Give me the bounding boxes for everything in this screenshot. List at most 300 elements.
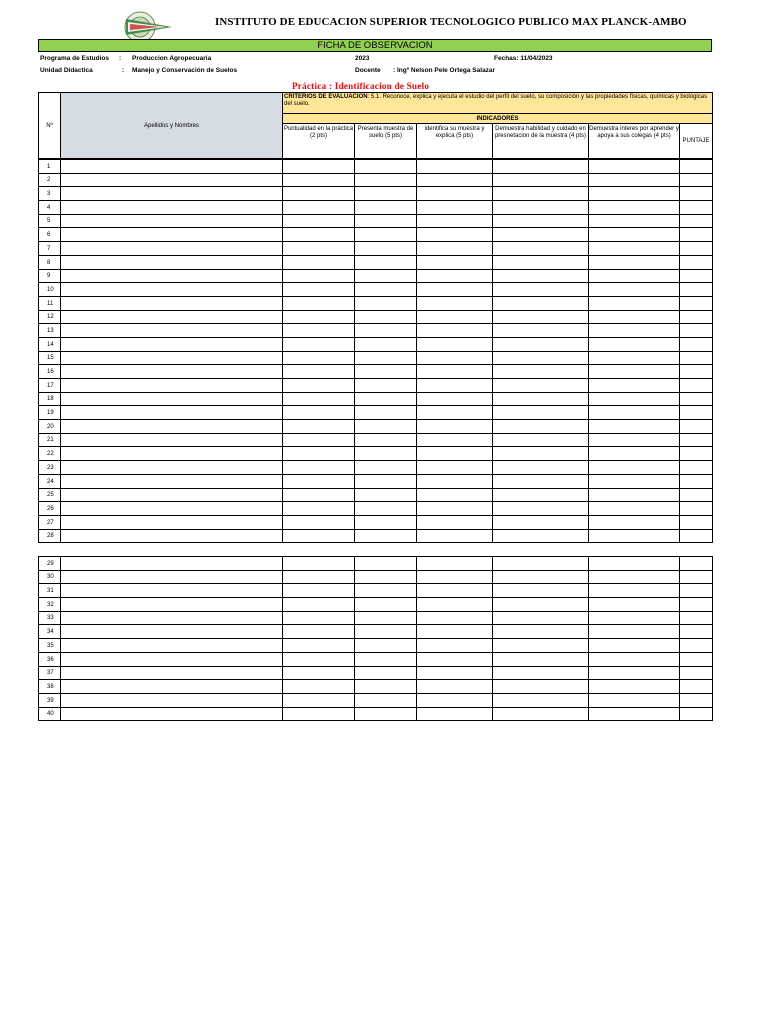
criterion-cell[interactable] <box>355 310 417 324</box>
criterion-cell[interactable] <box>355 625 417 639</box>
criterion-cell[interactable] <box>417 488 493 502</box>
name-cell[interactable] <box>61 529 283 543</box>
criterion-cell[interactable] <box>589 447 680 461</box>
puntaje-cell[interactable] <box>680 310 713 324</box>
name-cell[interactable] <box>61 269 283 283</box>
criterion-cell[interactable] <box>589 160 680 174</box>
puntaje-cell[interactable] <box>680 639 713 653</box>
name-cell[interactable] <box>61 680 283 694</box>
criterion-cell[interactable] <box>355 351 417 365</box>
criterion-cell[interactable] <box>355 187 417 201</box>
puntaje-cell[interactable] <box>680 173 713 187</box>
criterion-cell[interactable] <box>417 337 493 351</box>
table-row <box>39 173 713 187</box>
criterion-cell[interactable] <box>493 666 589 680</box>
name-cell[interactable] <box>61 379 283 393</box>
criterion-cell[interactable] <box>589 598 680 612</box>
criterion-cell[interactable] <box>283 652 355 666</box>
criterion-cell[interactable] <box>417 693 493 707</box>
criterion-cell[interactable] <box>589 420 680 434</box>
name-cell[interactable] <box>61 557 283 571</box>
criterion-cell[interactable] <box>589 488 680 502</box>
criterion-cell[interactable] <box>493 324 589 338</box>
criterion-cell[interactable] <box>589 529 680 543</box>
name-cell[interactable] <box>61 584 283 598</box>
criterion-cell[interactable] <box>493 707 589 721</box>
puntaje-cell[interactable] <box>680 529 713 543</box>
criterion-cell[interactable] <box>355 529 417 543</box>
criterion-cell[interactable] <box>283 461 355 475</box>
criterion-cell[interactable] <box>493 283 589 297</box>
criterion-cell[interactable] <box>589 433 680 447</box>
name-cell[interactable] <box>61 187 283 201</box>
criterion-cell[interactable] <box>355 324 417 338</box>
criterion-cell[interactable] <box>493 406 589 420</box>
criterion-cell[interactable] <box>283 406 355 420</box>
puntaje-cell[interactable] <box>680 269 713 283</box>
puntaje-cell[interactable] <box>680 611 713 625</box>
criterion-cell[interactable] <box>493 502 589 516</box>
name-cell[interactable] <box>61 392 283 406</box>
criterion-cell[interactable] <box>493 584 589 598</box>
criterion-cell[interactable] <box>493 652 589 666</box>
criterion-cell[interactable] <box>355 680 417 694</box>
puntaje-cell[interactable] <box>680 242 713 256</box>
name-cell[interactable] <box>61 420 283 434</box>
name-cell[interactable] <box>61 228 283 242</box>
table-row <box>39 310 713 324</box>
puntaje-cell[interactable] <box>680 625 713 639</box>
criterion-cell[interactable] <box>355 242 417 256</box>
criterion-cell[interactable] <box>283 420 355 434</box>
criterion-cell[interactable] <box>417 625 493 639</box>
name-cell[interactable] <box>61 310 283 324</box>
criterion-cell[interactable] <box>283 515 355 529</box>
puntaje-cell[interactable] <box>680 324 713 338</box>
criterion-cell[interactable] <box>417 570 493 584</box>
criterion-cell[interactable] <box>589 693 680 707</box>
criterion-cell[interactable] <box>417 296 493 310</box>
criterion-cell[interactable] <box>493 255 589 269</box>
criterion-cell[interactable] <box>417 214 493 228</box>
puntaje-cell[interactable] <box>680 515 713 529</box>
name-cell[interactable] <box>61 488 283 502</box>
criterion-cell[interactable] <box>417 228 493 242</box>
criterion-cell[interactable] <box>493 160 589 174</box>
criterion-cell[interactable] <box>589 707 680 721</box>
name-cell[interactable] <box>61 214 283 228</box>
criterion-cell[interactable] <box>283 242 355 256</box>
criterion-cell[interactable] <box>493 598 589 612</box>
criterion-cell[interactable] <box>283 269 355 283</box>
table-row <box>39 228 713 242</box>
criterion-cell[interactable] <box>493 379 589 393</box>
criterion-cell[interactable] <box>417 310 493 324</box>
criterion-cell[interactable] <box>283 598 355 612</box>
criterion-cell[interactable] <box>493 310 589 324</box>
criterion-cell[interactable] <box>493 242 589 256</box>
criterion-cell[interactable] <box>355 707 417 721</box>
unidad-label: Unidad Didactica <box>40 67 93 74</box>
criterion-cell[interactable] <box>355 201 417 215</box>
criterion-cell[interactable] <box>283 488 355 502</box>
puntaje-cell[interactable] <box>680 365 713 379</box>
puntaje-cell[interactable] <box>680 598 713 612</box>
puntaje-header: PUNTAJE <box>680 124 713 159</box>
criterion-cell[interactable] <box>589 557 680 571</box>
criterion-cell[interactable] <box>589 406 680 420</box>
criterion-cell[interactable] <box>355 611 417 625</box>
criterion-cell[interactable] <box>283 625 355 639</box>
criterion-cell[interactable] <box>417 173 493 187</box>
criterion-cell[interactable] <box>493 433 589 447</box>
criterion-cell[interactable] <box>493 557 589 571</box>
criterion-cell[interactable] <box>589 337 680 351</box>
criterion-cell[interactable] <box>355 283 417 297</box>
criterion-cell[interactable] <box>589 242 680 256</box>
puntaje-cell[interactable] <box>680 351 713 365</box>
criterion-cell[interactable] <box>355 255 417 269</box>
criterion-cell[interactable] <box>355 365 417 379</box>
criterion-cell[interactable] <box>589 365 680 379</box>
name-cell[interactable] <box>61 283 283 297</box>
criterion-cell[interactable] <box>417 160 493 174</box>
table-row <box>39 283 713 297</box>
criterion-cell[interactable] <box>589 351 680 365</box>
criterion-cell[interactable] <box>493 392 589 406</box>
table-row <box>39 557 713 571</box>
criterion-cell[interactable] <box>417 652 493 666</box>
criterion-cell[interactable] <box>417 707 493 721</box>
criterion-cell[interactable] <box>283 557 355 571</box>
criterion-cell[interactable] <box>493 693 589 707</box>
criterion-cell[interactable] <box>283 160 355 174</box>
name-cell[interactable] <box>61 611 283 625</box>
table-row <box>39 570 713 584</box>
programa-label: Programa de Estudios <box>40 55 109 62</box>
puntaje-cell[interactable] <box>680 474 713 488</box>
criterion-cell[interactable] <box>493 365 589 379</box>
criterion-cell[interactable] <box>283 392 355 406</box>
puntaje-cell[interactable] <box>680 187 713 201</box>
criterion-cell[interactable] <box>589 173 680 187</box>
institute-title: INSTITUTO DE EDUCACION SUPERIOR TECNOLOGICO PUBLICO MAX PLANCK-AMBO <box>215 16 687 28</box>
criterion-cell[interactable] <box>493 611 589 625</box>
puntaje-cell[interactable] <box>680 693 713 707</box>
criterion-cell[interactable] <box>589 283 680 297</box>
name-cell[interactable] <box>61 474 283 488</box>
name-cell[interactable] <box>61 652 283 666</box>
criterion-cell[interactable] <box>355 474 417 488</box>
puntaje-cell[interactable] <box>680 228 713 242</box>
criterion-cell[interactable] <box>417 420 493 434</box>
puntaje-cell[interactable] <box>680 255 713 269</box>
name-cell[interactable] <box>61 201 283 215</box>
criterion-cell[interactable] <box>417 255 493 269</box>
puntaje-cell[interactable] <box>680 201 713 215</box>
criterion-cell[interactable] <box>417 406 493 420</box>
name-cell[interactable] <box>61 515 283 529</box>
criterion-cell[interactable] <box>589 474 680 488</box>
criterion-cell[interactable] <box>417 392 493 406</box>
puntaje-cell[interactable] <box>680 296 713 310</box>
criterion-cell[interactable] <box>355 433 417 447</box>
criterion-cell[interactable] <box>417 515 493 529</box>
criterion-cell[interactable] <box>417 201 493 215</box>
criterion-cell[interactable] <box>283 433 355 447</box>
criterion-cell[interactable] <box>417 351 493 365</box>
criterion-cell[interactable] <box>493 474 589 488</box>
puntaje-cell[interactable] <box>680 707 713 721</box>
criterion-cell[interactable] <box>355 406 417 420</box>
criterion-cell[interactable] <box>589 392 680 406</box>
name-cell[interactable] <box>61 365 283 379</box>
criterion-cell[interactable] <box>417 666 493 680</box>
name-cell[interactable] <box>61 337 283 351</box>
table-row <box>39 598 713 612</box>
criterion-cell[interactable] <box>589 214 680 228</box>
criterion-cell[interactable] <box>493 296 589 310</box>
row-number: 1 <box>39 160 61 174</box>
criterion-cell[interactable] <box>589 502 680 516</box>
puntaje-cell[interactable] <box>680 652 713 666</box>
criterion-cell[interactable] <box>417 502 493 516</box>
name-cell[interactable] <box>61 406 283 420</box>
criterion-cell[interactable] <box>283 707 355 721</box>
puntaje-cell[interactable] <box>680 584 713 598</box>
criterion-cell[interactable] <box>417 639 493 653</box>
criterion-cell[interactable] <box>355 666 417 680</box>
criterion-cell[interactable] <box>355 461 417 475</box>
puntaje-cell[interactable] <box>680 283 713 297</box>
criterion-cell[interactable] <box>417 283 493 297</box>
criterion-cell[interactable] <box>283 173 355 187</box>
criterion-cell[interactable] <box>589 625 680 639</box>
name-cell[interactable] <box>61 255 283 269</box>
criterion-cell[interactable] <box>283 639 355 653</box>
criterion-cell[interactable] <box>283 201 355 215</box>
puntaje-cell[interactable] <box>680 406 713 420</box>
criterion-cell[interactable] <box>417 598 493 612</box>
criterion-cell[interactable] <box>493 488 589 502</box>
row-number: 28 <box>39 529 61 543</box>
name-cell[interactable] <box>61 173 283 187</box>
criterion-cell[interactable] <box>355 392 417 406</box>
criterion-cell[interactable] <box>355 228 417 242</box>
criterion-cell[interactable] <box>283 502 355 516</box>
name-cell[interactable] <box>61 570 283 584</box>
criterion-cell[interactable] <box>417 365 493 379</box>
criterion-cell[interactable] <box>589 296 680 310</box>
name-cell[interactable] <box>61 351 283 365</box>
criterion-cell[interactable] <box>283 214 355 228</box>
criterion-cell[interactable] <box>283 570 355 584</box>
name-cell[interactable] <box>61 598 283 612</box>
criterion-cell[interactable] <box>355 173 417 187</box>
criterion-cell[interactable] <box>417 680 493 694</box>
criterion-cell[interactable] <box>355 598 417 612</box>
criterion-cell[interactable] <box>589 310 680 324</box>
criterion-cell[interactable] <box>417 324 493 338</box>
puntaje-cell[interactable] <box>680 680 713 694</box>
row-number: 36 <box>39 652 61 666</box>
criterion-cell[interactable] <box>589 611 680 625</box>
criterion-cell[interactable] <box>589 379 680 393</box>
criterion-cell[interactable] <box>283 228 355 242</box>
criterion-cell[interactable] <box>417 242 493 256</box>
table-row <box>39 255 713 269</box>
criterion-cell[interactable] <box>493 351 589 365</box>
name-cell[interactable] <box>61 433 283 447</box>
puntaje-cell[interactable] <box>680 392 713 406</box>
criterion-cell[interactable] <box>355 502 417 516</box>
criterion-cell[interactable] <box>355 693 417 707</box>
criterion-cell[interactable] <box>283 474 355 488</box>
table-row <box>39 379 713 393</box>
name-cell[interactable] <box>61 693 283 707</box>
puntaje-cell[interactable] <box>680 570 713 584</box>
name-cell[interactable] <box>61 502 283 516</box>
criterion-4: Demuestra habilidad y cuidado en presnetacion de la muestra (4 pts) <box>493 124 589 159</box>
criterion-cell[interactable] <box>283 324 355 338</box>
puntaje-cell[interactable] <box>680 420 713 434</box>
criterion-cell[interactable] <box>493 201 589 215</box>
criterion-cell[interactable] <box>589 680 680 694</box>
criterion-cell[interactable] <box>283 296 355 310</box>
criterion-cell[interactable] <box>493 420 589 434</box>
puntaje-cell[interactable] <box>680 379 713 393</box>
criterion-cell[interactable] <box>493 187 589 201</box>
criterion-cell[interactable] <box>589 515 680 529</box>
criterion-cell[interactable] <box>355 488 417 502</box>
name-cell[interactable] <box>61 639 283 653</box>
criterion-cell[interactable] <box>283 447 355 461</box>
criterion-cell[interactable] <box>417 187 493 201</box>
criterion-cell[interactable] <box>589 255 680 269</box>
puntaje-cell[interactable] <box>680 447 713 461</box>
criterion-cell[interactable] <box>283 680 355 694</box>
criterion-cell[interactable] <box>417 461 493 475</box>
criterion-cell[interactable] <box>493 214 589 228</box>
criterion-cell[interactable] <box>283 337 355 351</box>
criterion-cell[interactable] <box>417 529 493 543</box>
criterion-cell[interactable] <box>589 228 680 242</box>
criterion-cell[interactable] <box>493 625 589 639</box>
criterion-cell[interactable] <box>417 269 493 283</box>
name-cell[interactable] <box>61 447 283 461</box>
criterion-cell[interactable] <box>355 639 417 653</box>
criterion-cell[interactable] <box>283 584 355 598</box>
criterion-cell[interactable] <box>493 269 589 283</box>
puntaje-cell[interactable] <box>680 160 713 174</box>
criterion-cell[interactable] <box>417 611 493 625</box>
name-cell[interactable] <box>61 625 283 639</box>
puntaje-cell[interactable] <box>680 557 713 571</box>
criterion-cell[interactable] <box>355 584 417 598</box>
criterion-cell[interactable] <box>589 666 680 680</box>
criterion-cell[interactable] <box>417 474 493 488</box>
row-number: 30 <box>39 570 61 584</box>
puntaje-cell[interactable] <box>680 337 713 351</box>
criterion-cell[interactable] <box>589 639 680 653</box>
criterion-cell[interactable] <box>493 680 589 694</box>
criterion-cell[interactable] <box>589 461 680 475</box>
criterion-cell[interactable] <box>589 324 680 338</box>
puntaje-cell[interactable] <box>680 214 713 228</box>
criterion-cell[interactable] <box>589 201 680 215</box>
criterion-cell[interactable] <box>283 351 355 365</box>
criterion-cell[interactable] <box>283 187 355 201</box>
criterion-cell[interactable] <box>493 529 589 543</box>
criterion-cell[interactable] <box>355 515 417 529</box>
criterion-cell[interactable] <box>355 652 417 666</box>
criterion-cell[interactable] <box>493 570 589 584</box>
criterion-cell[interactable] <box>355 557 417 571</box>
criterion-cell[interactable] <box>493 447 589 461</box>
criterion-cell[interactable] <box>589 187 680 201</box>
criterion-cell[interactable] <box>493 461 589 475</box>
criterion-cell[interactable] <box>355 160 417 174</box>
criterion-cell[interactable] <box>355 420 417 434</box>
criterion-cell[interactable] <box>493 228 589 242</box>
criterion-cell[interactable] <box>493 515 589 529</box>
criterion-cell[interactable] <box>283 611 355 625</box>
name-cell[interactable] <box>61 324 283 338</box>
criterion-cell[interactable] <box>589 269 680 283</box>
criterion-cell[interactable] <box>417 379 493 393</box>
puntaje-cell[interactable] <box>680 461 713 475</box>
criterion-cell[interactable] <box>355 570 417 584</box>
criterion-cell[interactable] <box>355 447 417 461</box>
criterion-1: Puntualidad en la práctica (2 pts) <box>283 124 355 159</box>
criterion-cell[interactable] <box>493 337 589 351</box>
criterion-cell[interactable] <box>283 283 355 297</box>
criterion-cell[interactable] <box>589 652 680 666</box>
name-cell[interactable] <box>61 461 283 475</box>
criterion-cell[interactable] <box>283 666 355 680</box>
criterion-cell[interactable] <box>355 296 417 310</box>
name-cell[interactable] <box>61 707 283 721</box>
name-cell[interactable] <box>61 666 283 680</box>
criterion-cell[interactable] <box>355 269 417 283</box>
criterion-cell[interactable] <box>283 310 355 324</box>
name-cell[interactable] <box>61 160 283 174</box>
criterion-cell[interactable] <box>417 433 493 447</box>
puntaje-cell[interactable] <box>680 433 713 447</box>
criterion-cell[interactable] <box>355 379 417 393</box>
criterion-cell[interactable] <box>417 447 493 461</box>
criterion-cell[interactable] <box>283 255 355 269</box>
criterion-cell[interactable] <box>493 639 589 653</box>
criterion-cell[interactable] <box>589 584 680 598</box>
criterion-cell[interactable] <box>283 365 355 379</box>
criterion-cell[interactable] <box>283 693 355 707</box>
criterion-cell[interactable] <box>355 337 417 351</box>
criterion-cell[interactable] <box>417 584 493 598</box>
puntaje-cell[interactable] <box>680 666 713 680</box>
criterion-cell[interactable] <box>589 570 680 584</box>
criterion-cell[interactable] <box>355 214 417 228</box>
name-cell[interactable] <box>61 242 283 256</box>
criterion-cell[interactable] <box>493 173 589 187</box>
puntaje-cell[interactable] <box>680 488 713 502</box>
puntaje-cell[interactable] <box>680 502 713 516</box>
criterion-cell[interactable] <box>283 379 355 393</box>
criterion-cell[interactable] <box>283 529 355 543</box>
table-row <box>39 201 713 215</box>
criterion-cell[interactable] <box>417 557 493 571</box>
name-cell[interactable] <box>61 296 283 310</box>
